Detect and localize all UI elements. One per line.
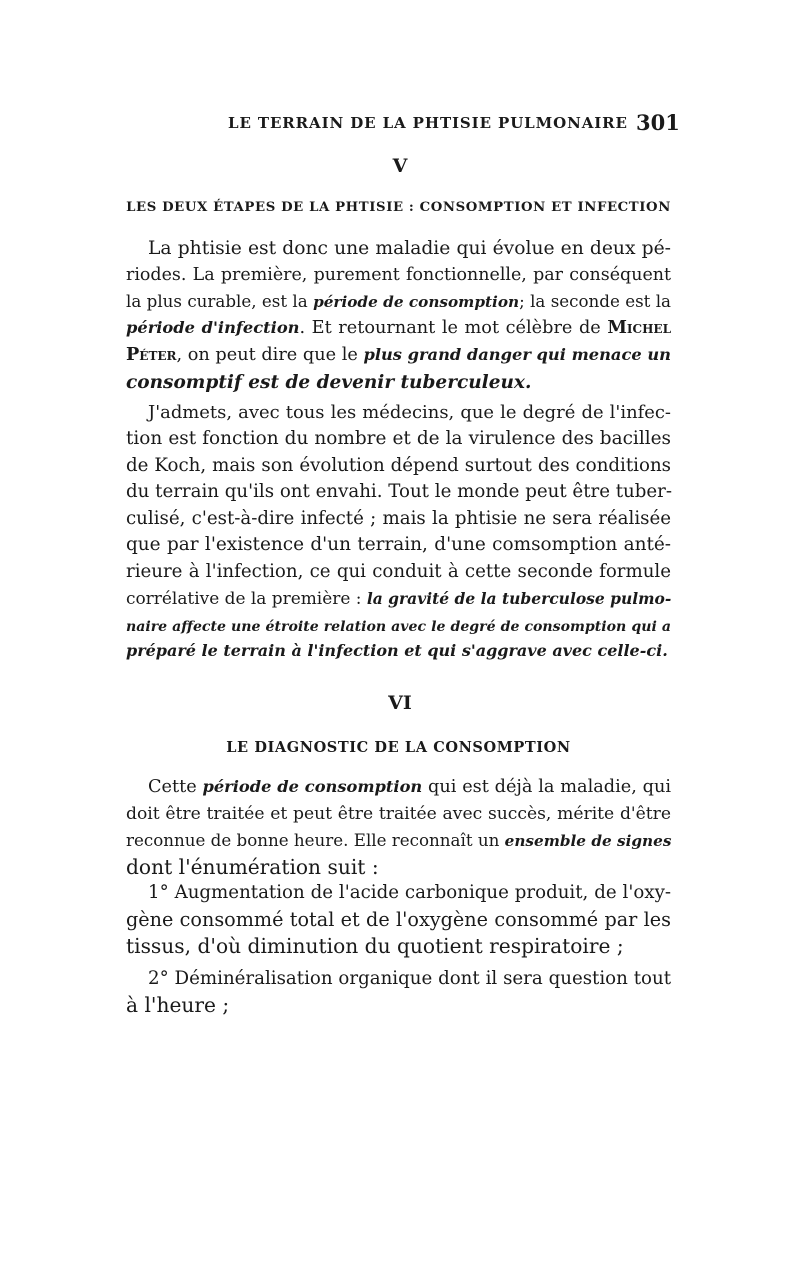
list-item-line: 2° Déminéralisation organique dont il sera question tout	[148, 968, 671, 989]
text-line: que par l'existence d'un terrain, d'une comsomption anté-	[126, 534, 671, 555]
section-title-vi: LE DIAGNOSTIC DE LA CONSOMPTION	[226, 739, 571, 756]
text-line: du terrain qu'ils ont envahi. Tout le monde peut être tuber-	[126, 481, 673, 502]
text-line: rieure à l'infection, ce qui conduit à cette seconde formule	[126, 561, 671, 582]
italic-term: période de consomption	[202, 777, 423, 796]
text-line: de Koch, mais son évolution dépend surtout des conditions	[126, 455, 671, 476]
section-number-v: V	[392, 155, 408, 177]
text-line	[126, 342, 671, 368]
text-line	[148, 774, 671, 800]
list-item-line: 1° Augmentation de l'acide carbonique produit, de l'oxy-	[148, 882, 671, 903]
italic-quote: consomptif est de devenir tuberculeux.	[126, 372, 532, 393]
text-fragment: , on peut dire que le	[176, 345, 364, 365]
text-line	[126, 827, 671, 854]
italic-formula: naire affecte une étroite relation avec le degré de consomption qui a	[126, 619, 671, 635]
italic-term: période de consomption	[313, 293, 520, 311]
text-fragment: . Et retournant le mot célèbre de	[299, 318, 608, 338]
text-line	[126, 262, 671, 288]
list-item-line: à l'heure ;	[126, 993, 230, 1017]
text-line: dont l'énumération suit :	[126, 855, 379, 879]
text-fragment: corrélative de la première :	[126, 588, 367, 608]
text-fragment: ; la seconde est la	[519, 291, 671, 311]
text-line	[126, 315, 671, 341]
author-name: Péter	[126, 344, 177, 365]
italic-quote: plus grand danger qui menace un	[363, 345, 671, 364]
text-line: J'admets, avec tous les médecins, que le degré de l'infec-	[148, 402, 671, 423]
text-line	[126, 585, 671, 612]
author-name: Michel	[607, 317, 672, 338]
section-number-vi: VI	[388, 692, 412, 714]
running-title: LE TERRAIN DE LA PHTISIE PULMONAIRE	[228, 114, 628, 132]
text-line	[126, 638, 671, 664]
text-line: La phtisie est donc une maladie qui évolue en deux pé-	[148, 238, 671, 259]
italic-formula: la gravité de la tuberculose pulmo-	[366, 589, 672, 608]
text-line	[126, 612, 671, 640]
list-item-line: gène consommé total et de l'oxygène consommé par les	[126, 908, 671, 931]
text-fragment: reconnue de bonne heure. Elle reconnaît un	[126, 830, 505, 850]
text-line	[126, 288, 671, 315]
text-line: tion est fonction du nombre et de la virulence des bacilles	[126, 428, 671, 449]
page-number: 301	[636, 110, 680, 135]
text-fragment: la plus curable, est la	[126, 291, 314, 311]
italic-term: ensemble de signes	[504, 832, 672, 850]
text-line	[126, 801, 671, 827]
text-line	[126, 368, 671, 396]
italic-term: période d'infection	[126, 318, 300, 337]
section-title-v: LES DEUX ÉTAPES DE LA PHTISIE : CONSOMPTION ET INFECTION	[126, 200, 671, 215]
text-fragment: doit être traitée et peut être traitée avec succès, mérite d'être	[126, 804, 671, 824]
text-fragment: qui est déjà la maladie, qui	[422, 777, 671, 797]
text-fragment: Cette	[148, 777, 203, 797]
text-line: culisé, c'est-à-dire infecté ; mais la phtisie ne sera réalisée	[126, 508, 671, 529]
italic-formula: préparé le terrain à l'infection et qui s'aggrave avec celle-ci.	[126, 641, 668, 660]
text-line: riodes. La première, purement fonctionnelle, par conséquent	[126, 265, 671, 285]
list-item-line: tissus, d'où diminution du quotient respiratoire ;	[126, 934, 624, 958]
